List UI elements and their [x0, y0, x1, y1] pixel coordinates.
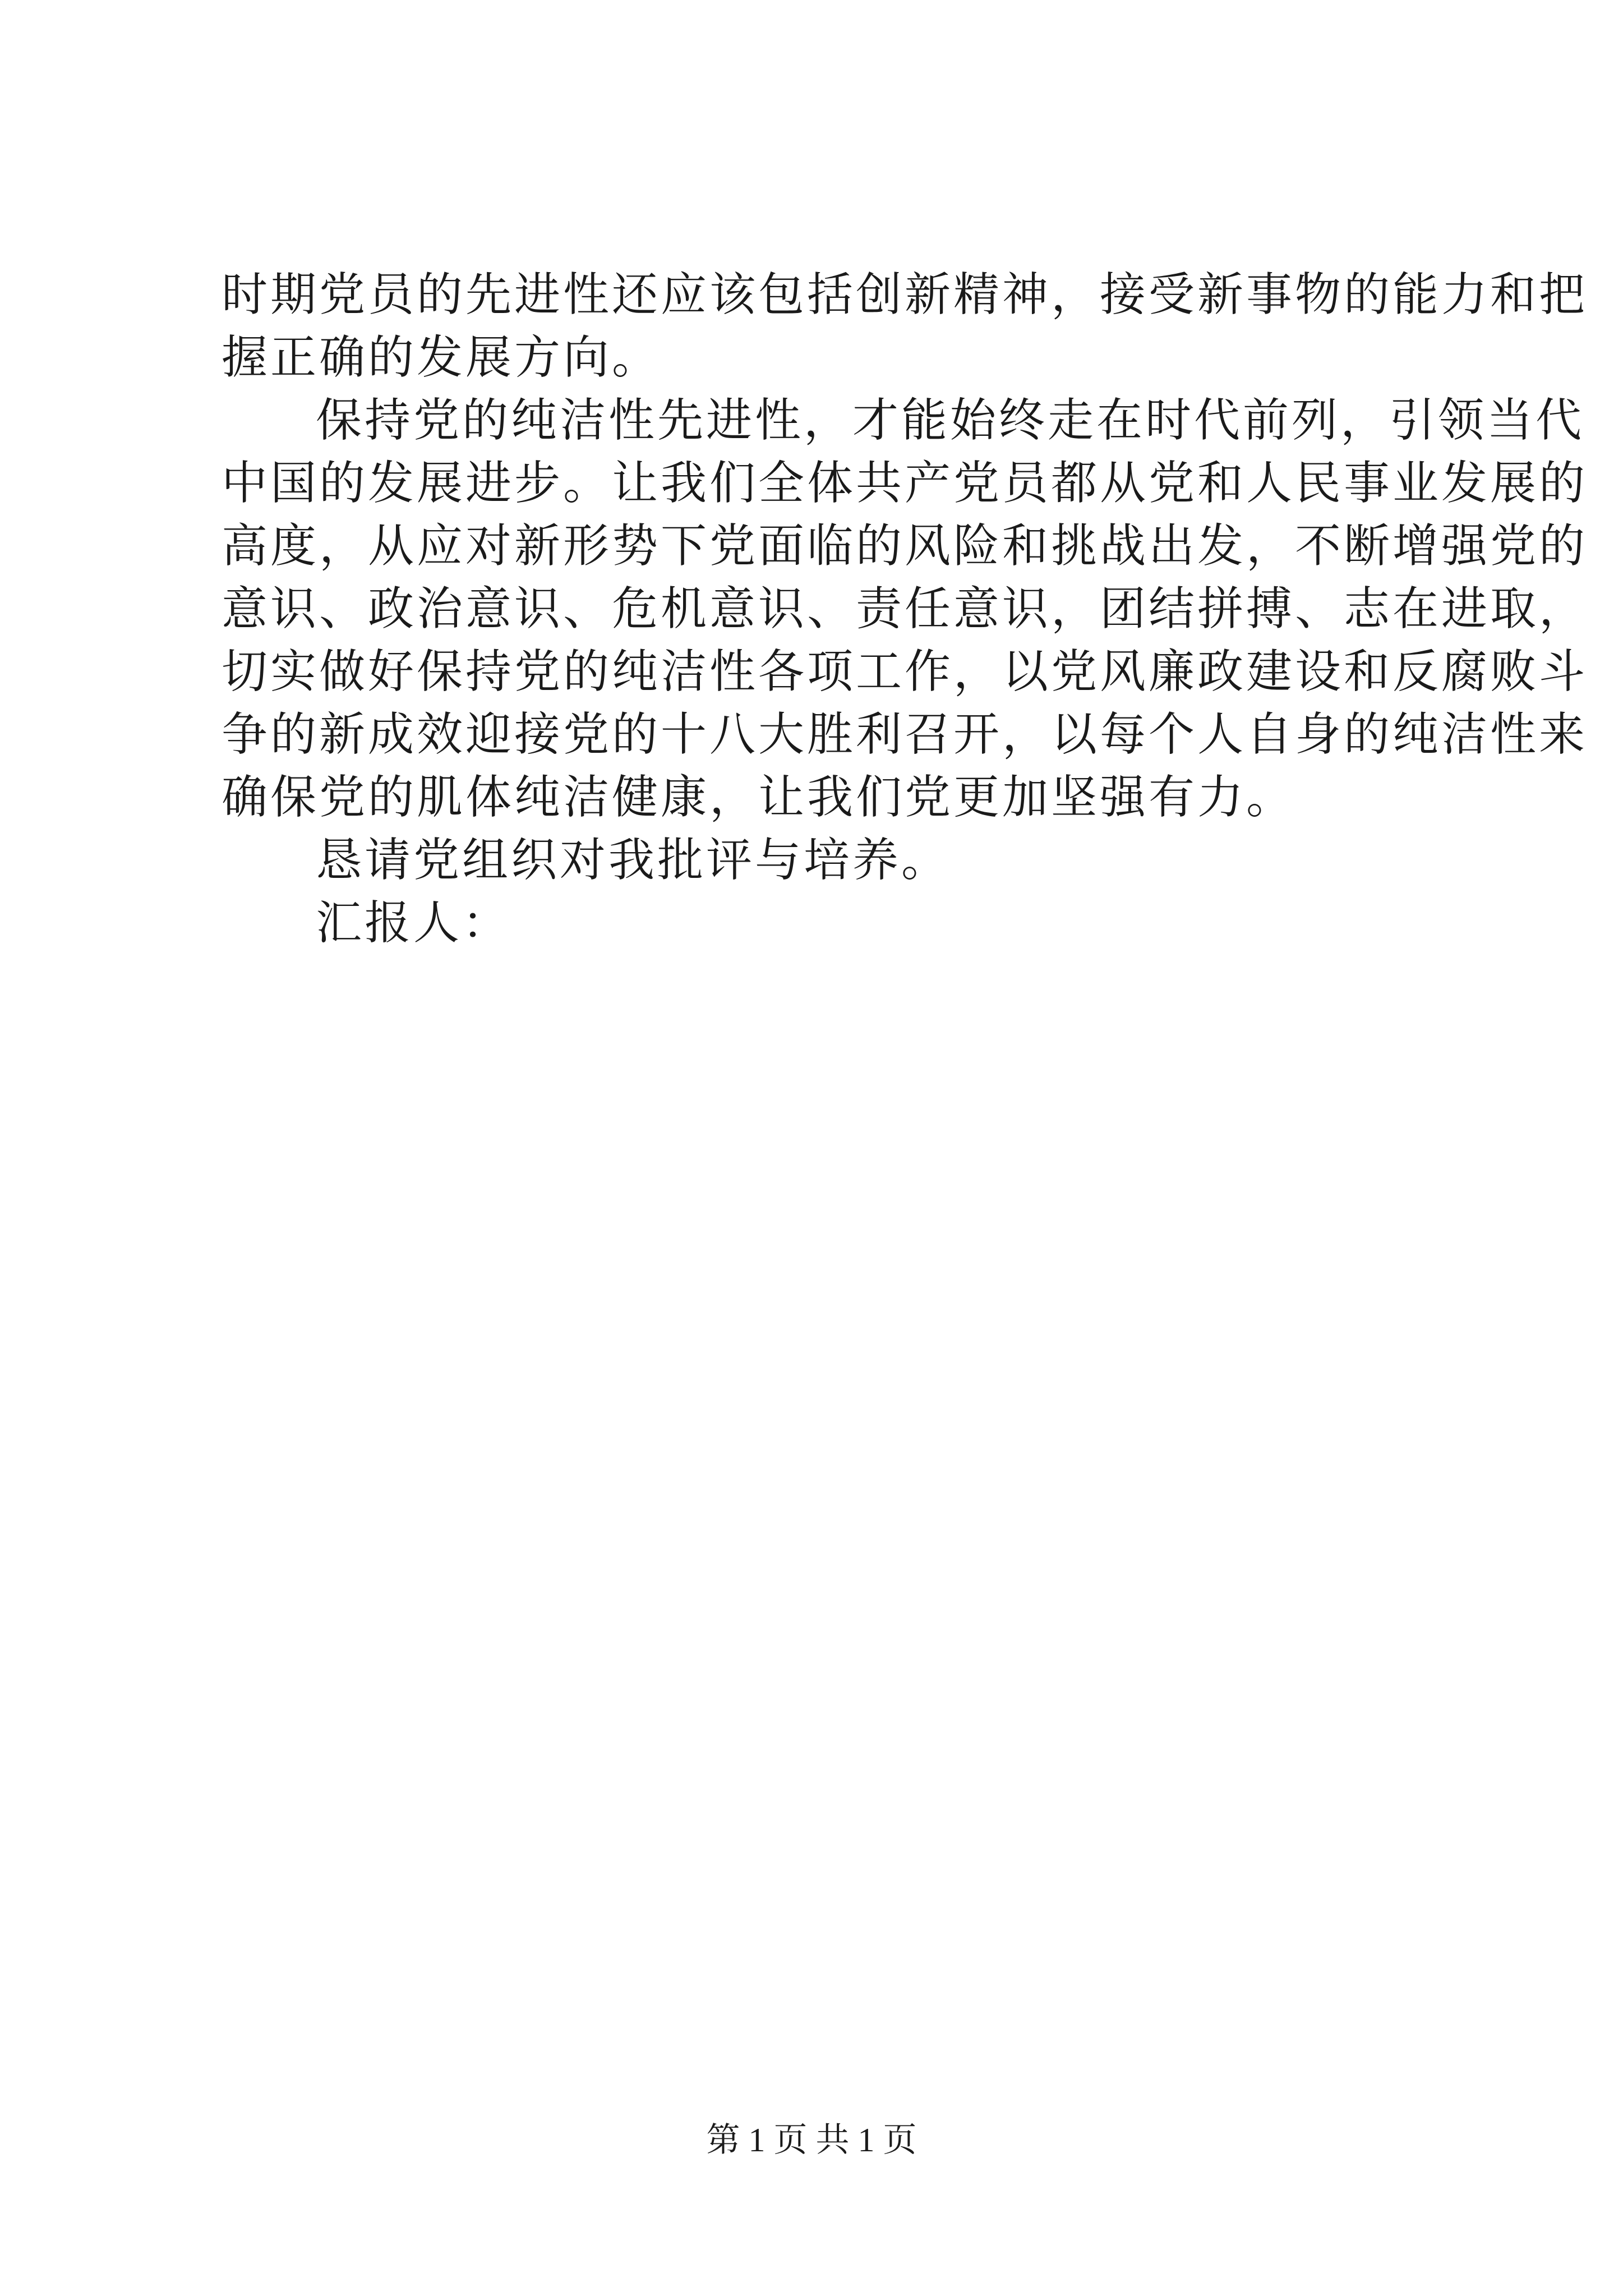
- paragraph: [222, 829, 1433, 892]
- text-line: 中国的发展进步。让我们全体共产党员都从党和人民事业发展的: [222, 457, 1588, 510]
- text-line: 恳请党组织对我批评与培养。: [316, 834, 951, 887]
- paragraph: [222, 892, 1433, 955]
- page-number-footer: 第 1 页 共 1 页: [706, 2122, 917, 2159]
- text-line: 保持党的纯洁性先进性，才能始终走在时代前列，引领当代: [316, 394, 1585, 447]
- paragraph: [222, 389, 1588, 829]
- text-line: 时期党员的先进性还应该包括创新精神，接受新事物的能力和把: [222, 268, 1588, 321]
- text-line: 意识、政治意识、危机意识、责任意识，团结拼搏、志在进取，: [222, 582, 1588, 636]
- text-line: 确保党的肌体纯洁健康，让我们党更加坚强有力。: [222, 771, 1295, 824]
- text-line: 切实做好保持党的纯洁性各项工作，以党风廉政建设和反腐败斗: [222, 645, 1588, 698]
- text-line: 争的新成效迎接党的十八大胜利召开，以每个人自身的纯洁性来: [222, 708, 1588, 761]
- paragraph: [222, 264, 1588, 389]
- text-line: 汇报人：: [316, 896, 511, 950]
- text-line: 高度，从应对新形势下党面临的风险和挑战出发，不断增强党的: [222, 519, 1588, 573]
- document-body: [222, 264, 1588, 955]
- text-line: 握正确的发展方向。: [222, 331, 661, 384]
